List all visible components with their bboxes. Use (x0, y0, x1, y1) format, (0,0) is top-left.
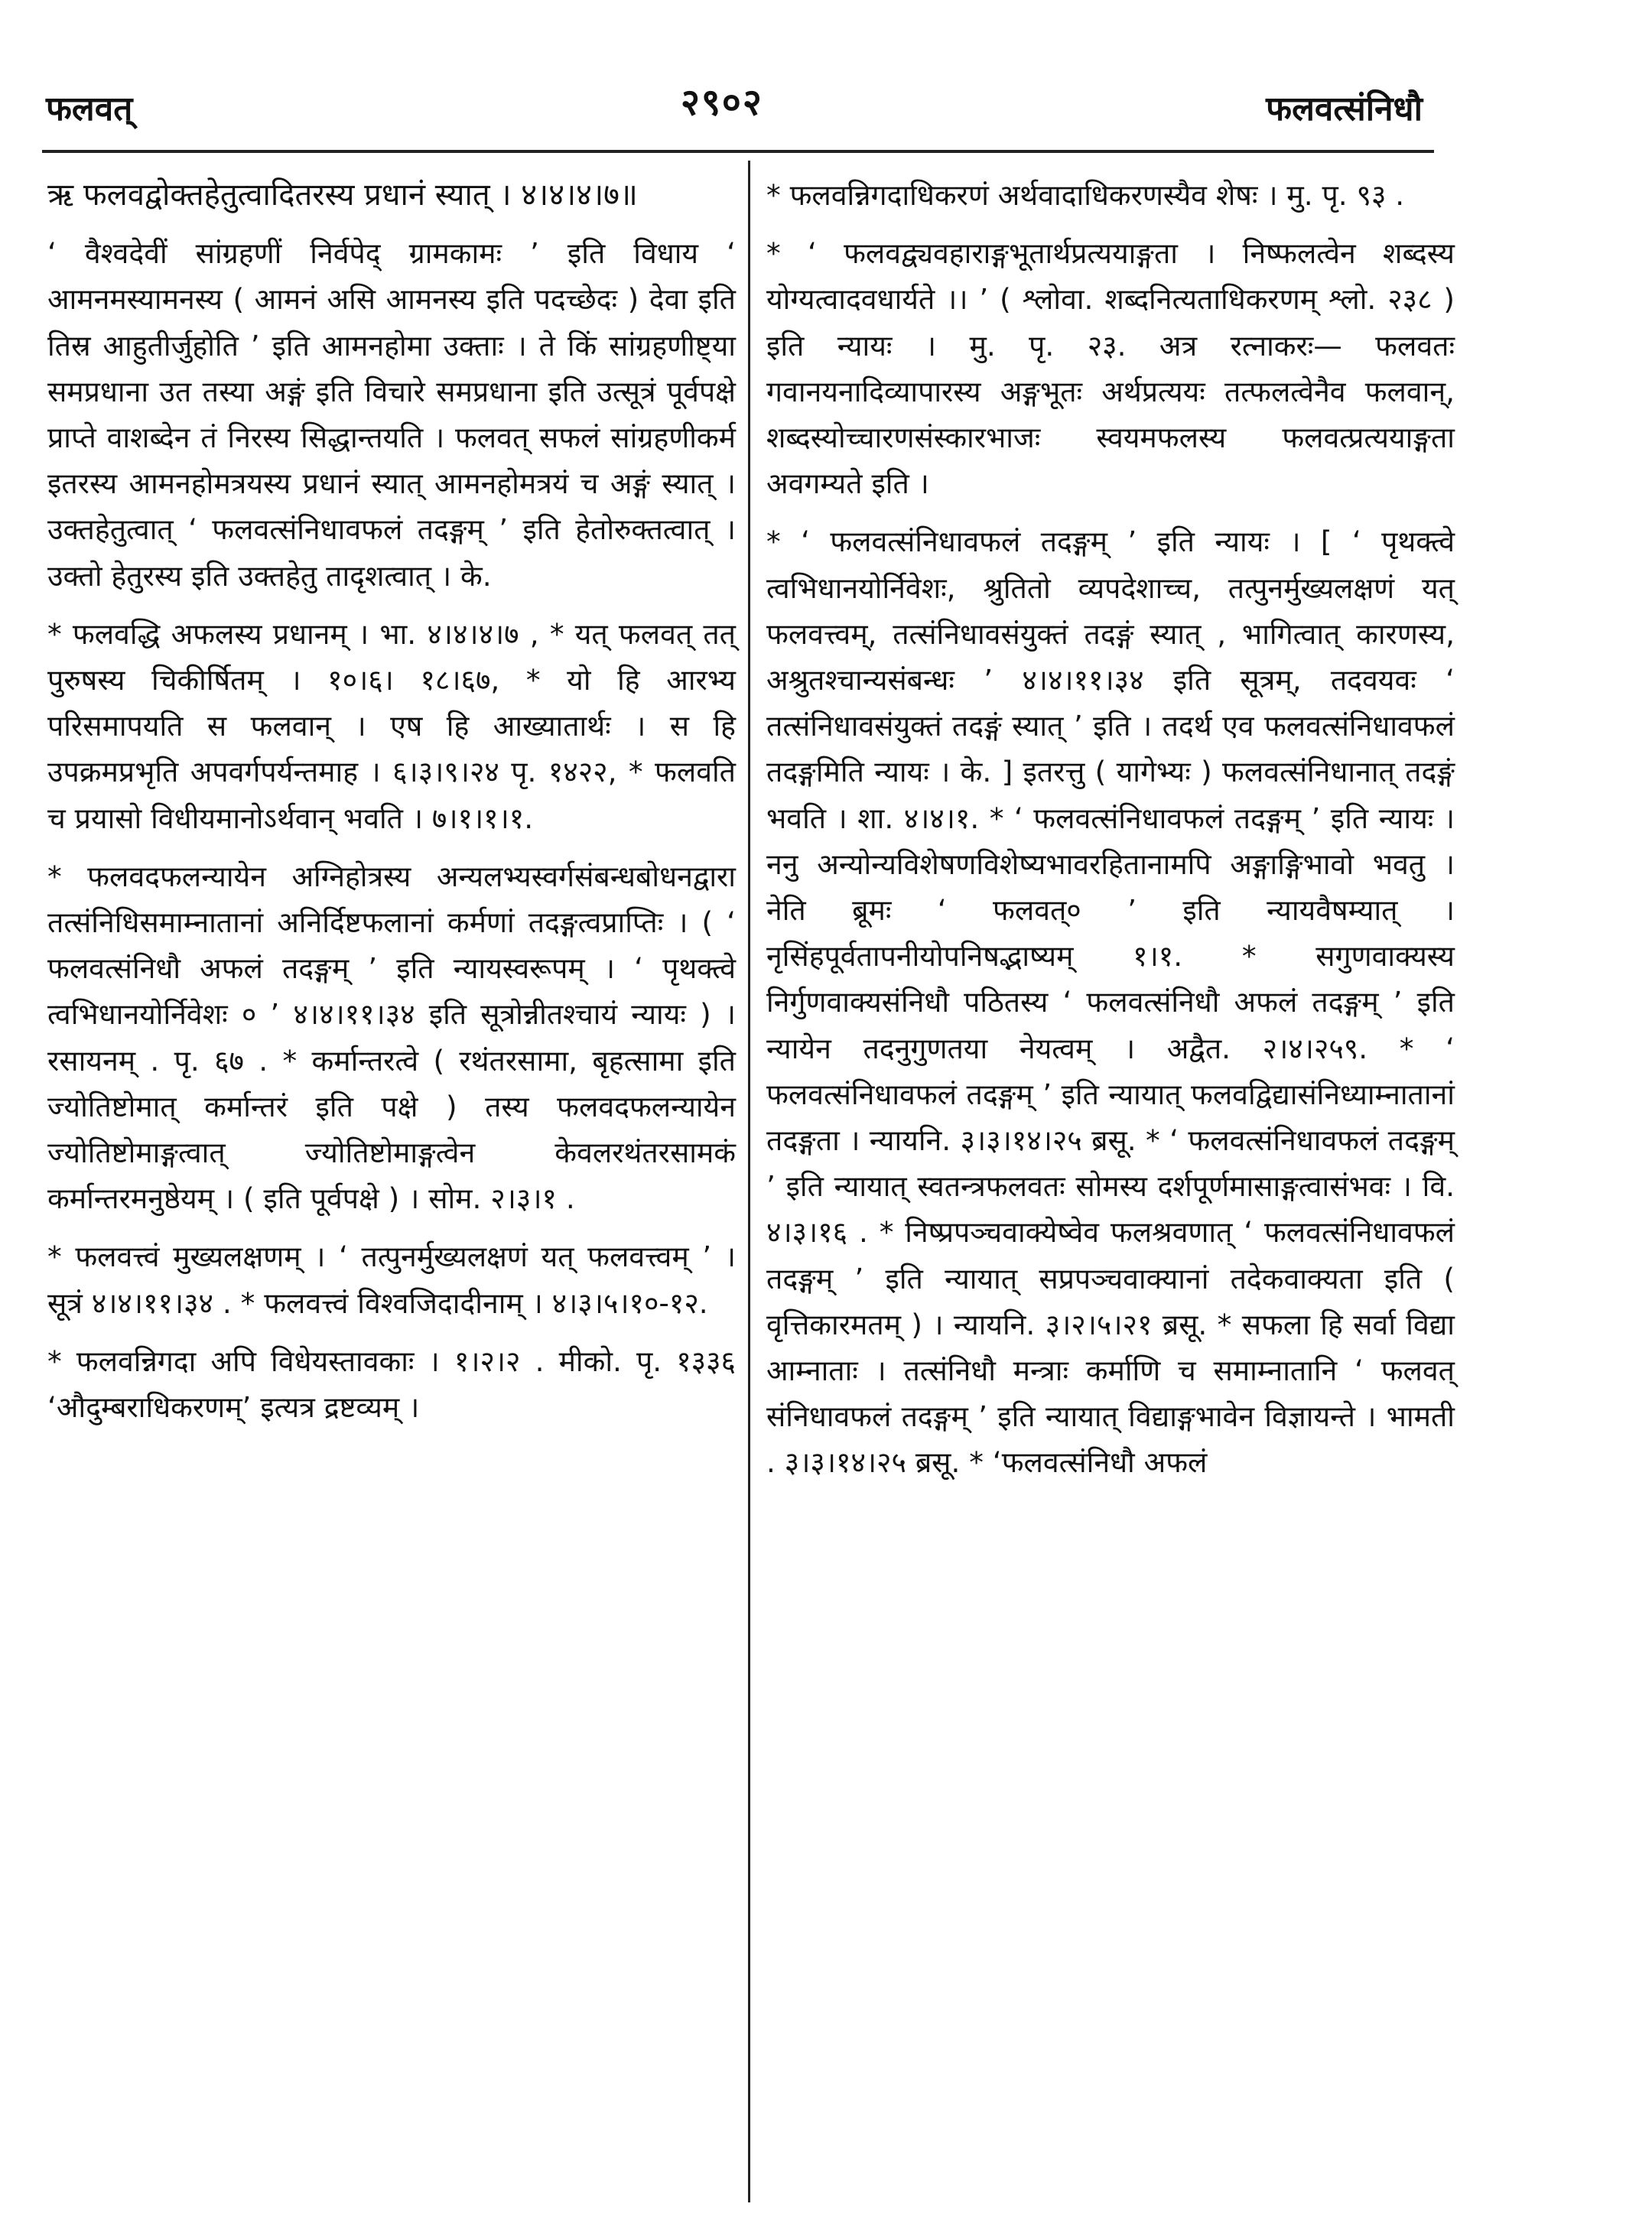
right-paragraph: * ‘ फलवद्व्यवहाराङ्गभूतार्थप्रत्ययाङ्गता । निष्फलत्वेन शब्दस्य योग्यत्वादवधार्यते ।। ’ ( श्लोवा. शब्दनित्यताधिकरणम् श्लो. २३८ ) इति न्यायः । मु. पृ. २३. अत्र रत्नाकरः— फलवतः गवानयनादिव्यापारस्य अङ्गभूतः अर्थप्रत्ययः तत्फलत्वेनैव फलवान्, शब्दस्योच्चारणसंस्कारभाजः स्वयमफलस्य फलवत्प्रत्ययाङ्गता अवगम्यते इति । (766, 236, 1455, 501)
left-paragraph: * फलवदफलन्यायेन अग्निहोत्रस्य अन्यलभ्यस्वर्गसंबन्धबोधनद्वारा तत्संनिधिसमाम्नातानां अनिर्दिष्टफलानां कर्मणां तदङ्गत्वप्राप्तिः । ( ‘ फलवत्संनिधौ अफलं तदङ्गम् ’ इति न्यायस्वरूपम् । ‘ पृथक्त्वे त्वभिधानयोर्निवेशः ० ’ ४।४।११।३४ इति सूत्रोन्नीतश्चायं न्यायः ) । रसायनम् . पृ. ६७ . * कर्मान्तरत्वे ( रथंतरसामा, बृहत्सामा इति ज्योतिष्टोमात् कर्मान्तरं इति पक्षे ) तस्य फलवदफलन्यायेन ज्योतिष्टोमाङ्गत्वात् ज्योतिष्टोमाङ्गत्वेन केवलरथंतरसामकं कर्मान्तरमनुष्ठेयम् । ( इति पूर्वपक्षे ) । सोम. २।३।१ . (47, 859, 736, 1216)
left-column (47, 172, 736, 1442)
left-paragraph: ‘ वैश्वदेवीं सांग्रहणीं निर्वपेद् ग्रामकामः ’ इति विधाय ‘ आमनमस्यामनस्य ( आमनं असि आमनस्य इति पदच्छेदः ) देवा इति तिस्र आहुतीर्जुहोति ’ इति आमनहोमा उक्ताः । ते किं सांग्रहणीष्ट्या समप्रधाना उत तस्या अङ्गं इति विचारे समप्रधाना इति उत्सूत्रं पूर्वपक्षे प्राप्ते वाशब्देन तं निरस्य सिद्धान्तयति । फलवत् सफलं सांग्रहणीकर्म इतरस्य आमनहोमत्रयस्य प्रधानं स्यात् आमनहोमत्रयं च अङ्गं स्यात् । उक्तहेतुत्वात् ‘ फलवत्संनिधावफलं तदङ्गम् ’ इति हेतोरुक्तत्वात् । उक्तो हेतुरस्य इति उक्तहेतु तादृशत्वात् । के. (47, 236, 736, 593)
column-divider (748, 161, 750, 2202)
right-paragraph: * फलवन्निगदाधिकरणं अर्थवादाधिकरणस्यैव शेषः । मु. पृ. ९३ . (766, 178, 1405, 212)
header-left-word: फलवत् (46, 89, 133, 128)
page-number: २९०२ (681, 81, 763, 124)
right-column (766, 172, 1455, 1498)
header-right-word: फलवत्संनिधौ (1266, 89, 1423, 128)
left-paragraph: * फलवद्धि अफलस्य प्रधानम् । भा. ४।४।४।७ , * यत् फलवत् तत् पुरुषस्य चिकीर्षितम् । १०।६। १८।६७, * यो हि आरभ्य परिसमापयति स फलवान् । एष हि आख्यातार्थः । स हि उपक्रमप्रभृति अपवर्गपर्यन्तमाह । ६।३।९।२४ पृ. १४२२, * फलवति च प्रयासो विधीयमानोऽर्थवान् भवति । ७।१।१।१. (47, 616, 736, 835)
left-paragraph: * फलवन्निगदा अपि विधेयस्तावकाः । १।२।२ . मीको. पृ. १३३६ ‘औदुम्बराधिकरणम्’ इत्यत्र द्रष्टव्यम् । (47, 1344, 736, 1425)
right-paragraph: * ‘ फलवत्संनिधावफलं तदङ्गम् ’ इति न्यायः । [ ‘ पृथक्त्वे त्वभिधानयोर्निवेशः, श्रुतितो व्यपदेशाच्च, तत्पुनर्मुख्यलक्षणं यत् फलवत्त्वम्, तत्संनिधावसंयुक्तं तदङ्गं स्यात् , भागित्वात् कारणस्य, अश्रुतश्चान्यसंबन्धः ’ ४।४।११।३४ इति सूत्रम्, तदवयवः ‘ तत्संनिधावसंयुक्तं तदङ्गं स्यात् ’ इति । तदर्थ एव फलवत्संनिधावफलं तदङ्गमिति न्यायः । के. ] इतरत्तु ( यागेभ्यः ) फलवत्संनिधानात् तदङ्गं भवति । शा. ४।४।१. * ‘ फलवत्संनिधावफलं तदङ्गम् ’ इति न्यायः । ननु अन्योन्यविशेषणविशेष्यभावरहितानामपि अङ्गाङ्गिभावो भवतु । नेति ब्रूमः ‘ फलवत्० ’ इति न्यायवैषम्यात् । नृसिंहपूर्वतापनीयोपनिषद्भाष्यम् १।१. * सगुणवाक्यस्य निर्गुणवाक्यसंनिधौ पठितस्य ‘ फलवत्संनिधौ अफलं तदङ्गम् ’ इति न्यायेन तदनुगुणतया नेयत्वम् । अद्वैत. २।४।२५९. * ‘ फलवत्संनिधावफलं तदङ्गम् ’ इति न्यायात् फलवद्विद्यासंनिध्याम्नातानां तदङ्गता । न्यायनि. ३।३।१४।२५ ब्रसू. * ‘ फलवत्संनिधावफलं तदङ्गम् ’ इति न्यायात् स्वतन्त्रफलवतः सोमस्य दर्शपूर्णमासाङ्गत्वासंभवः । वि. ४।३।१६ . * निष्प्रपञ्चवाक्येष्वेव फलश्रवणात् ‘ फलवत्संनिधावफलं तदङ्गम् ’ इति न्यायात् सप्रपञ्चवाक्यानां तदेकवाक्यता इति ( वृत्तिकारमतम् ) । न्यायनि. ३।२।५।२१ ब्रसू. * सफला हि सर्वा विद्या आम्नाताः । तत्संनिधौ मन्त्राः कर्माणि च समाम्नातानि ‘ फलवत् संनिधावफलं तदङ्गम् ’ इति न्यायात् विद्याङ्गभावेन विज्ञायन्ते । भामती . ३।३।१४।२५ ब्रसू. * ‘फलवत्संनिधौ अफलं (766, 525, 1455, 1480)
page-header (0, 0, 1652, 153)
left-paragraph: ऋ फलवद्वोक्तहेतुत्वादितरस्य प्रधानं स्यात् । ४।४।४।७॥ (47, 177, 638, 213)
header-rule (42, 150, 1434, 153)
left-paragraph: * फलवत्त्वं मुख्यलक्षणम् । ‘ तत्पुनर्मुख्यलक्षणं यत् फलवत्त्वम् ’ । सूत्रं ४।४।११।३४ . * फलवत्त्वं विश्वजिदादीनाम् । ४।३।५।१०-१२. (47, 1240, 736, 1320)
